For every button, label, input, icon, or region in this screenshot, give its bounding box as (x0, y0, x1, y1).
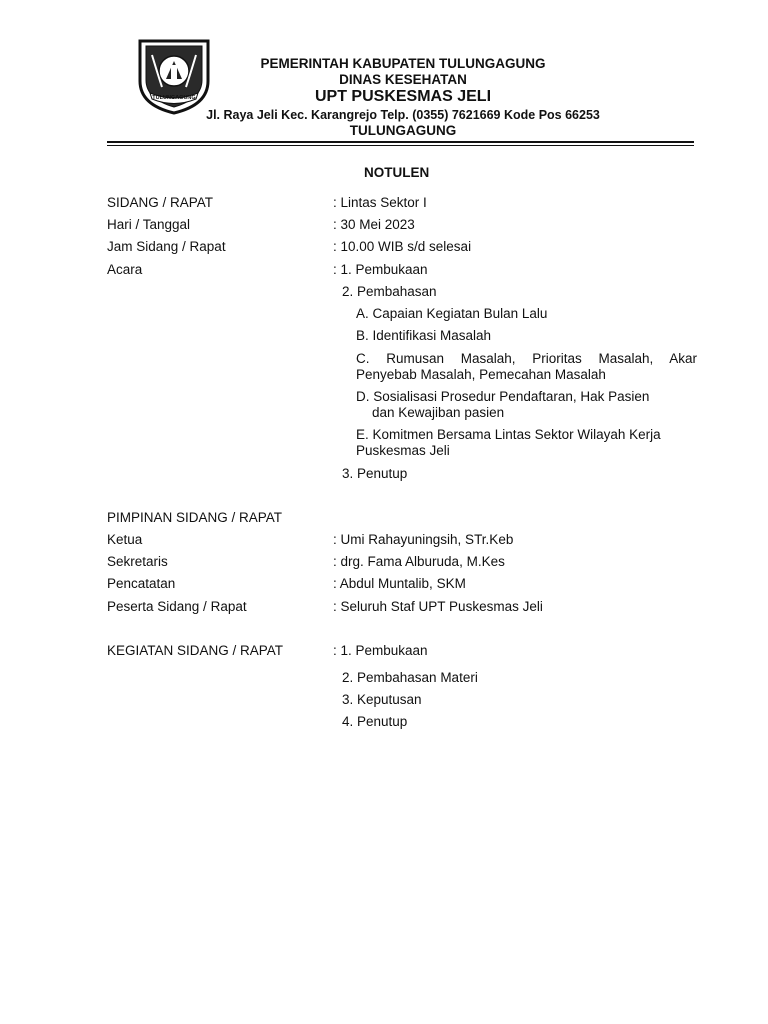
document-title: NOTULEN (364, 165, 430, 180)
value-meeting: : Lintas Sektor I (333, 195, 427, 210)
agenda-item-3: 3. Penutup (342, 466, 408, 481)
leadership-heading: PIMPINAN SIDANG / RAPAT (107, 510, 283, 525)
value-time: : 10.00 WIB s/d selesai (333, 239, 472, 254)
activity-item-4: 4. Penutup (342, 714, 408, 729)
value-note-taker: : Abdul Muntalib, SKM (333, 576, 466, 591)
agenda-sub-e-line1: E. Komitmen Bersama Lintas Sektor Wilayah Kerja (356, 427, 661, 442)
label-agenda: Acara (107, 262, 143, 277)
label-secretary: Sekretaris (107, 554, 168, 569)
agenda-sub-b: B. Identifikasi Masalah (356, 328, 492, 343)
header-city: TULUNGAGUNG (349, 123, 457, 138)
label-date: Hari / Tanggal (107, 217, 191, 232)
agenda-sub-c-line1: C. Rumusan Masalah, Prioritas Masalah, Akar (356, 351, 697, 366)
value-date: : 30 Mei 2023 (333, 217, 415, 232)
agenda-sub-d-line2: dan Kewajiban pasien (372, 405, 505, 420)
header-department: DINAS KESEHATAN (339, 72, 467, 87)
value-participants: : Seluruh Staf UPT Puskesmas Jeli (333, 599, 543, 614)
activities-heading: KEGIATAN SIDANG / RAPAT (107, 643, 284, 658)
header-government: PEMERINTAH KABUPATEN TULUNGAGUNG (260, 56, 546, 71)
label-note-taker: Pencatatan (107, 576, 176, 591)
agenda-sub-d-line1: D. Sosialisasi Prosedur Pendaftaran, Hak Pasien (356, 389, 650, 404)
value-chair: : Umi Rahayuningsih, STr.Keb (333, 532, 514, 547)
header-divider-thin (107, 145, 694, 146)
agenda-item-2: 2. Pembahasan (342, 284, 437, 299)
activity-item-3: 3. Keputusan (342, 692, 422, 707)
agenda-sub-e-line2: Puskesmas Jeli (356, 443, 450, 458)
label-chair: Ketua (107, 532, 143, 547)
activity-item-2: 2. Pembahasan Materi (342, 670, 478, 685)
header-address: Jl. Raya Jeli Kec. Karangrejo Telp. (0355) 7621669 Kode Pos 66253 (206, 108, 600, 122)
svg-text:TULUNGAGUNG: TULUNGAGUNG (152, 95, 196, 101)
header-divider-thick (107, 141, 694, 143)
label-meeting: SIDANG / RAPAT (107, 195, 214, 210)
header-institution: UPT PUSKESMAS JELI (314, 88, 492, 105)
value-agenda-item-1: : 1. Pembukaan (333, 262, 428, 277)
label-participants: Peserta Sidang / Rapat (107, 599, 247, 614)
agenda-sub-a: A. Capaian Kegiatan Bulan Lalu (356, 306, 548, 321)
agenda-sub-c-line2: Penyebab Masalah, Pemecahan Masalah (356, 367, 606, 382)
value-secretary: : drg. Fama Alburuda, M.Kes (333, 554, 505, 569)
activity-item-1: : 1. Pembukaan (333, 643, 428, 658)
label-time: Jam Sidang / Rapat (107, 239, 226, 254)
